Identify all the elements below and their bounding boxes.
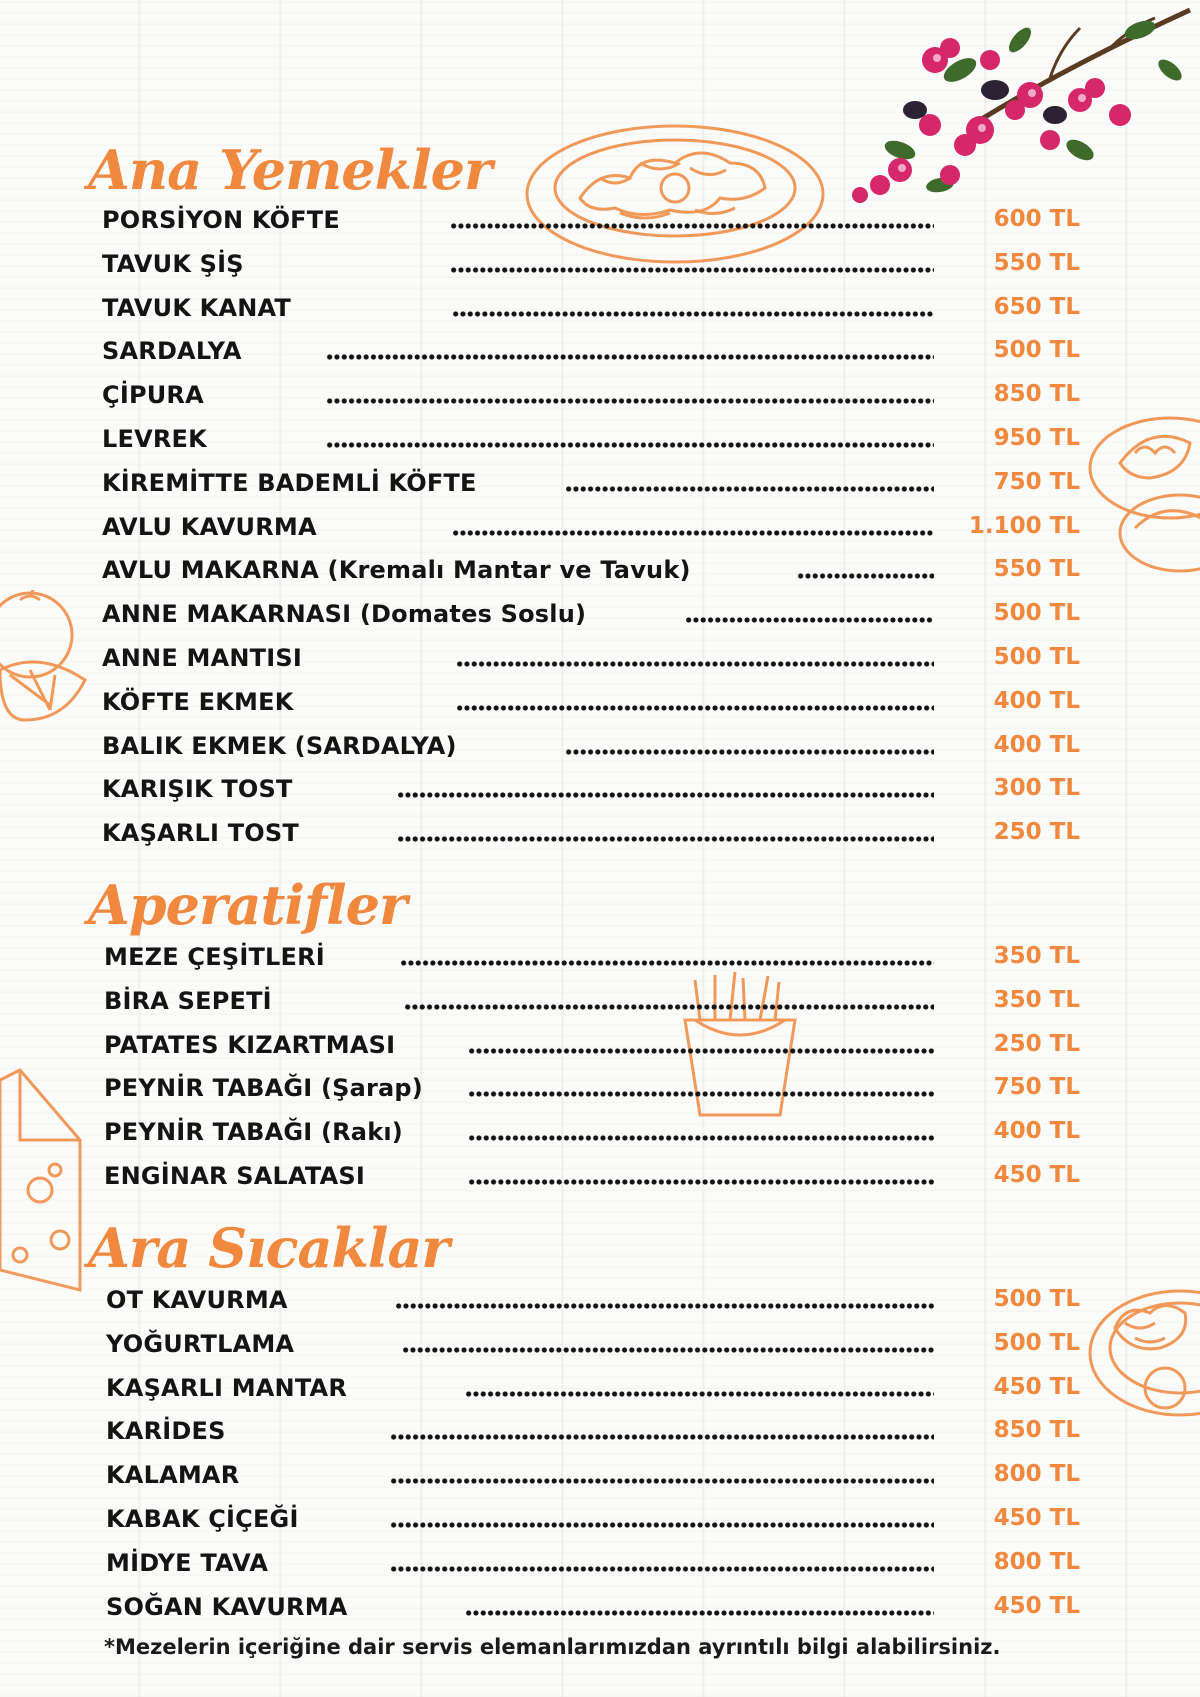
dot-leader: [326, 397, 934, 405]
menu-item-row: [102, 244, 1080, 284]
dot-leader: [397, 791, 934, 799]
menu-item-name: OT KAVURMA: [106, 1286, 288, 1314]
menu-item-name: MİDYE TAVA: [106, 1548, 269, 1577]
menu-item-price: 850 TL: [993, 381, 1080, 408]
dot-leader: [450, 266, 934, 274]
menu-item-name: SOĞAN KAVURMA: [106, 1592, 348, 1621]
menu-item-price: 450 TL: [993, 1505, 1080, 1531]
dot-leader: [452, 310, 934, 318]
menu-item-row: [106, 1324, 1080, 1364]
menu-item-price: 250 TL: [993, 819, 1080, 846]
menu-item-price: 450 TL: [993, 1592, 1080, 1619]
dot-leader: [326, 441, 934, 449]
menu-item-row: [102, 594, 1080, 634]
section-title-aperatifler: Aperatifler: [88, 873, 407, 937]
dot-leader: [400, 959, 934, 967]
menu-item-row: [102, 288, 1080, 328]
menu-item-row: [102, 813, 1080, 853]
menu-item-name: BİRA SEPETİ: [104, 986, 272, 1015]
dot-leader: [395, 1302, 934, 1310]
dot-leader: [465, 1609, 934, 1617]
dot-leader: [390, 1433, 934, 1441]
cheese-illustration: [0, 1060, 90, 1300]
menu-item-row: [102, 463, 1080, 503]
menu-item-name: LEVREK: [102, 425, 207, 453]
menu-item-row: [102, 419, 1080, 459]
menu-item-price: 300 TL: [993, 775, 1080, 802]
menu-item-name: ANNE MAKARNASI (Domates Soslu): [102, 600, 587, 629]
menu-item-row: [104, 1112, 1080, 1152]
menu-item-name: PEYNİR TABAĞI (Şarap): [104, 1074, 423, 1103]
menu-item-price: 950 TL: [993, 425, 1080, 451]
dot-leader: [404, 1003, 934, 1011]
menu-item-row: [104, 1068, 1080, 1108]
menu-item-name: KARIŞIK TOST: [102, 775, 293, 804]
dot-leader: [450, 222, 934, 230]
menu-item-row: [102, 726, 1080, 766]
menu-item-name: BALIK EKMEK (SARDALYA): [102, 731, 457, 760]
menu-item-price: 800 TL: [993, 1548, 1080, 1575]
menu-item-name: YOĞURTLAMA: [106, 1329, 295, 1358]
menu-item-row: [102, 769, 1080, 809]
dot-leader: [565, 485, 934, 493]
menu-item-price: 400 TL: [993, 687, 1080, 714]
menu-item-row: [106, 1368, 1080, 1408]
menu-item-price: 500 TL: [993, 600, 1080, 627]
dot-leader: [456, 660, 934, 668]
dumplings-illustration: [1080, 408, 1200, 578]
menu-item-row: [106, 1499, 1080, 1539]
menu-item-price: 500 TL: [993, 337, 1080, 364]
menu-item-name: ÇİPURA: [102, 381, 204, 410]
menu-item-name: TAVUK KANAT: [102, 293, 292, 322]
menu-item-price: 500 TL: [993, 644, 1080, 670]
menu-item-name: PATATES KIZARTMASI: [104, 1030, 396, 1059]
footnote: *Mezelerin içeriğine dair servis elemanlarımızdan ayrıntılı bilgi alabilirsiniz.: [104, 1635, 1001, 1659]
menu-item-name: PEYNİR TABAĞI (Rakı): [104, 1118, 403, 1147]
bougainvillea-branch: [840, 0, 1200, 215]
menu-item-price: 250 TL: [993, 1030, 1080, 1057]
menu-item-name: AVLU KAVURMA: [102, 512, 317, 541]
menu-item-row: [104, 1025, 1080, 1065]
menu-item-name: KALAMAR: [106, 1461, 240, 1490]
menu-item-price: 400 TL: [993, 1118, 1080, 1145]
menu-item-row: [102, 507, 1080, 547]
menu-item-row: [104, 981, 1080, 1021]
menu-item-price: 450 TL: [993, 1162, 1080, 1188]
menu-item-price: 350 TL: [993, 943, 1080, 969]
dot-leader: [468, 1178, 934, 1186]
menu-item-row: [104, 937, 1080, 977]
dot-leader: [326, 353, 934, 361]
section-title-ara-sicaklar: Ara Sıcaklar: [88, 1216, 449, 1280]
dot-leader: [390, 1477, 934, 1485]
menu-item-name: SARDALYA: [102, 337, 242, 366]
menu-item-price: 350 TL: [993, 986, 1080, 1013]
menu-item-name: KİREMİTTE BADEMLİ KÖFTE: [102, 468, 477, 497]
dot-leader: [390, 1565, 934, 1573]
menu-item-name: ENGİNAR SALATASI: [104, 1162, 365, 1190]
section-title-ana-yemekler: Ana Yemekler: [88, 138, 492, 202]
dot-leader: [452, 529, 934, 537]
dot-leader: [468, 1090, 934, 1098]
menu-item-row: [106, 1587, 1080, 1627]
dot-leader: [565, 748, 934, 756]
dot-leader: [456, 704, 934, 712]
menu-item-row: [102, 331, 1080, 371]
menu-item-name: TAVUK ŞİŞ: [102, 249, 244, 278]
menu-item-name: KAŞARLI TOST: [102, 819, 299, 848]
menu-item-price: 550 TL: [993, 249, 1080, 276]
menu-item-row: [106, 1455, 1080, 1495]
menu-item-price: 400 TL: [993, 731, 1080, 758]
dot-leader: [465, 1390, 934, 1398]
menu-item-price: 750 TL: [993, 1074, 1080, 1101]
dot-leader: [402, 1346, 934, 1354]
menu-item-name: KABAK ÇİÇEĞİ: [106, 1505, 299, 1533]
dot-leader: [468, 1047, 934, 1055]
menu-item-row: [102, 682, 1080, 722]
menu-item-price: 850 TL: [993, 1417, 1080, 1444]
dot-leader: [390, 1521, 934, 1529]
menu-item-price: 650 TL: [993, 293, 1080, 320]
menu-item-row: [102, 550, 1080, 590]
orange-illustration: [0, 590, 90, 730]
menu-item-row: [106, 1280, 1080, 1320]
menu-item-price: 500 TL: [993, 1286, 1080, 1312]
dot-leader: [468, 1134, 934, 1142]
menu-item-row: [106, 1411, 1080, 1451]
menu-item-price: 1.100 TL: [968, 512, 1080, 539]
menu-item-price: 450 TL: [993, 1373, 1080, 1400]
menu-item-name: KARİDES: [106, 1417, 226, 1446]
menu-item-name: ANNE MANTISI: [102, 644, 302, 672]
menu-item-price: 600 TL: [993, 206, 1080, 232]
menu-item-name: PORSİYON KÖFTE: [102, 206, 340, 234]
menu-item-name: AVLU MAKARNA (Kremalı Mantar ve Tavuk): [102, 556, 691, 585]
menu-item-name: KÖFTE EKMEK: [102, 687, 294, 716]
menu-item-row: [102, 200, 1080, 240]
menu-item-price: 500 TL: [993, 1329, 1080, 1356]
menu-item-row: [102, 638, 1080, 678]
menu-item-row: [102, 375, 1080, 415]
menu-item-row: [106, 1543, 1080, 1583]
dessert-plate-illustration: [1085, 1278, 1200, 1428]
dot-leader: [397, 835, 934, 843]
menu-item-price: 750 TL: [993, 468, 1080, 495]
menu-item-row: [104, 1156, 1080, 1196]
menu-item-name: MEZE ÇEŞİTLERİ: [104, 943, 325, 971]
menu-item-price: 800 TL: [993, 1461, 1080, 1488]
menu-item-price: 550 TL: [993, 556, 1080, 583]
menu-item-name: KAŞARLI MANTAR: [106, 1373, 347, 1402]
